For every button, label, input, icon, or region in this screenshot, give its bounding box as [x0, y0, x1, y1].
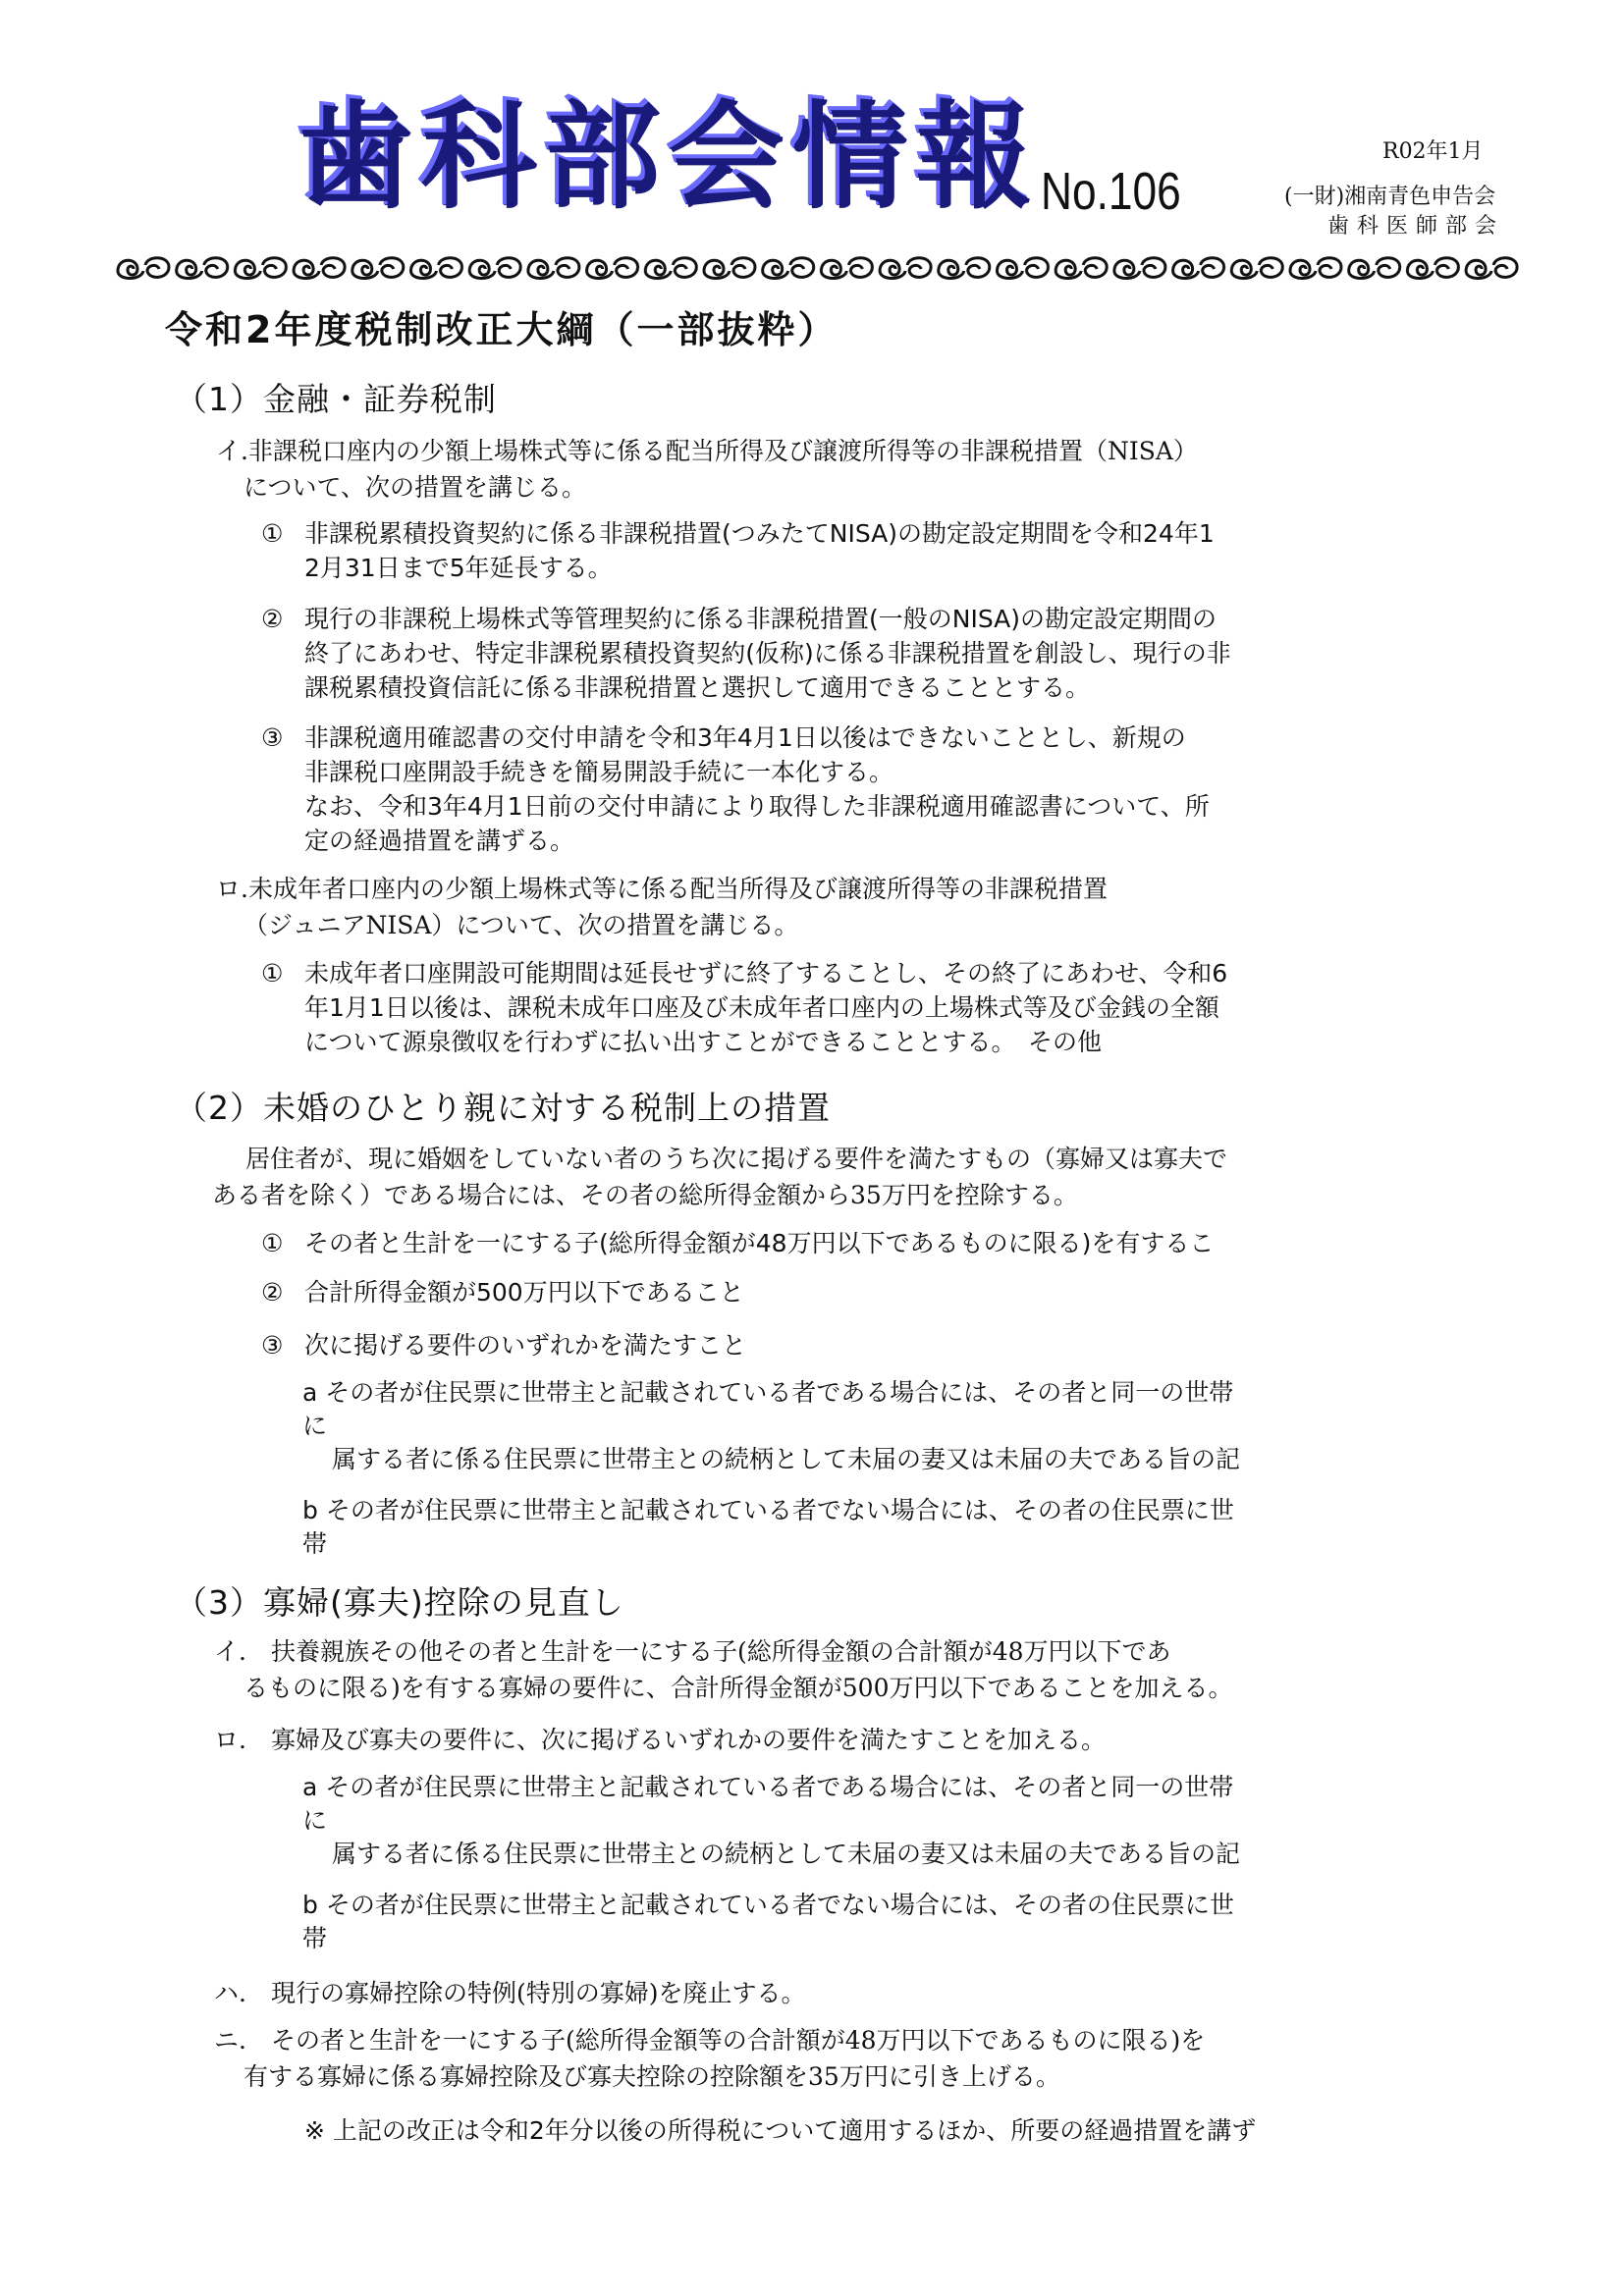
s3-item-i-line2: るものに限る)を有する寡婦の要件に、合計所得金額が500万円以下であることを加える。	[243, 1674, 1233, 1702]
s1-item-i-line2: について、次の措置を講じる。	[243, 473, 587, 502]
s3-a-line1: a その者が住民票に世帯主と記載されている者である場合には、その者と同一の世帯	[302, 1773, 1234, 1801]
s1-r1-line3: について源泉徴収を行わずに払い出すことができることとする。 その他	[304, 1028, 1103, 1056]
s1-item-i-line1: イ.非課税口座内の少額上場株式等に係る配当所得及び譲渡所得等の非課税措置（NISA）	[216, 437, 1198, 465]
s2-c3-marker: ③	[261, 1331, 284, 1360]
s2-a-line2: に	[302, 1412, 328, 1440]
organization-name: (一財)湘南青色申告会	[1284, 185, 1496, 209]
s1-i3-line3: なお、令和3年4月1日前の交付申請により取得した非課税適用確認書について、所	[304, 792, 1210, 821]
s1-i3-marker: ③	[261, 723, 284, 752]
section-2-heading: （2）未婚のひとり親に対する税制上の措置	[175, 1089, 831, 1127]
s1-i3-line2: 非課税口座開設手続きを簡易開設手続に一本化する。	[304, 758, 894, 786]
s1-r1-line2: 年1月1日以後は、課税未成年口座及び未成年者口座内の上場株式等及び金銭の全額	[304, 993, 1219, 1022]
s1-i2-marker: ②	[261, 605, 284, 633]
section-1-heading: （1）金融・証券税制	[175, 380, 497, 418]
s2-c2-text: 合計所得金額が500万円以下であること	[304, 1278, 744, 1307]
s1-i1-line1: 非課税累積投資契約に係る非課税措置(つみたてNISA)の勘定設定期間を令和24年1	[304, 519, 1215, 548]
section-3-heading: （3）寡婦(寡夫)控除の見直し	[175, 1583, 624, 1622]
s2-a-line1: a その者が住民票に世帯主と記載されている者である場合には、その者と同一の世帯	[302, 1378, 1234, 1407]
s3-item-ha: ハ. 現行の寡婦控除の特例(特別の寡婦)を廃止する。	[214, 1979, 806, 2007]
s3-a-line2: に	[302, 1806, 328, 1835]
s1-i2-line3: 課税累積投資信託に係る非課税措置と選択して適用できることとする。	[304, 673, 1091, 702]
s3-b-line1: b その者が住民票に世帯主と記載されている者でない場合には、その者の住民票に世	[302, 1891, 1234, 1919]
s1-i3-line1: 非課税適用確認書の交付申請を令和3年4月1日以後はできないこととし、新規の	[304, 723, 1186, 752]
s1-r1-line1: 未成年者口座開設可能期間は延長せずに終了することし、その終了にあわせ、令和6	[304, 959, 1228, 988]
footnote: ※ 上記の改正は令和2年分以後の所得税について適用するほか、所要の経過措置を講ず	[304, 2116, 1257, 2145]
s2-paragraph-line2: ある者を除く）である場合には、その者の総所得金額から35万円を控除する。	[212, 1181, 1078, 1209]
s1-item-ro-line1: ロ.未成年者口座内の少額上場株式等に係る配当所得及び譲渡所得等の非課税措置	[216, 875, 1108, 903]
s3-b-line2: 帯	[302, 1924, 328, 1952]
s3-item-i-line1: イ. 扶養親族その他その者と生計を一にする子(総所得金額の合計額が48万円以下であ	[214, 1637, 1171, 1666]
s3-item-ni-line2: 有する寡婦に係る寡婦控除及び寡夫控除の控除額を35万円に引き上げる。	[243, 2062, 1060, 2091]
masthead-title: 歯科部会情報	[295, 86, 1038, 222]
s3-a-line3: 属する者に係る住民票に世帯主との続柄として未届の妻又は未届の夫である旨の記	[332, 1840, 1241, 1868]
s3-item-ro-line1: ロ. 寡婦及び寡夫の要件に、次に掲げるいずれかの要件を満たすことを加える。	[214, 1726, 1106, 1754]
s2-b-line1: b その者が住民票に世帯主と記載されている者でない場合には、その者の住民票に世	[302, 1496, 1234, 1524]
organization-division: 歯科医師部会	[1327, 214, 1505, 239]
s2-c3-text: 次に掲げる要件のいずれかを満たすこと	[304, 1331, 747, 1360]
issue-number: No.106	[1041, 162, 1181, 221]
decorative-border	[114, 251, 1520, 285]
s2-b-line2: 帯	[302, 1529, 328, 1558]
s2-c2-marker: ②	[261, 1278, 284, 1307]
s3-item-ni-line1: ニ. その者と生計を一にする子(総所得金額等の合計額が48万円以下であるものに限る)を	[214, 2026, 1206, 2055]
s2-a-line3: 属する者に係る住民票に世帯主との続柄として未届の妻又は未届の夫である旨の記	[332, 1445, 1241, 1473]
s1-i1-line2: 2月31日まで5年延長する。	[304, 554, 613, 582]
issue-date: R02年1月	[1382, 139, 1484, 164]
s1-r1-marker: ①	[261, 959, 284, 988]
s1-i1-marker: ①	[261, 519, 284, 548]
document-title: 令和2年度税制改正大綱（一部抜粋）	[165, 308, 839, 351]
s1-item-ro-line2: （ジュニアNISA）について、次の措置を講じる。	[243, 911, 799, 939]
s1-i3-line4: 定の経過措置を講ずる。	[304, 827, 575, 855]
s2-c1-text: その者と生計を一にする子(総所得金額が48万円以下であるものに限る)を有するこ	[304, 1229, 1215, 1257]
s1-i2-line1: 現行の非課税上場株式等管理契約に係る非課税措置(一般のNISA)の勘定設定期間の	[304, 605, 1217, 633]
s2-paragraph-line1: 居住者が、現に婚姻をしていない者のうち次に掲げる要件を満たすもの（寡婦又は寡夫で	[245, 1145, 1228, 1173]
s1-i2-line2: 終了にあわせ、特定非課税累積投資契約(仮称)に係る非課税措置を創設し、現行の非	[304, 639, 1231, 667]
s2-c1-marker: ①	[261, 1229, 284, 1257]
